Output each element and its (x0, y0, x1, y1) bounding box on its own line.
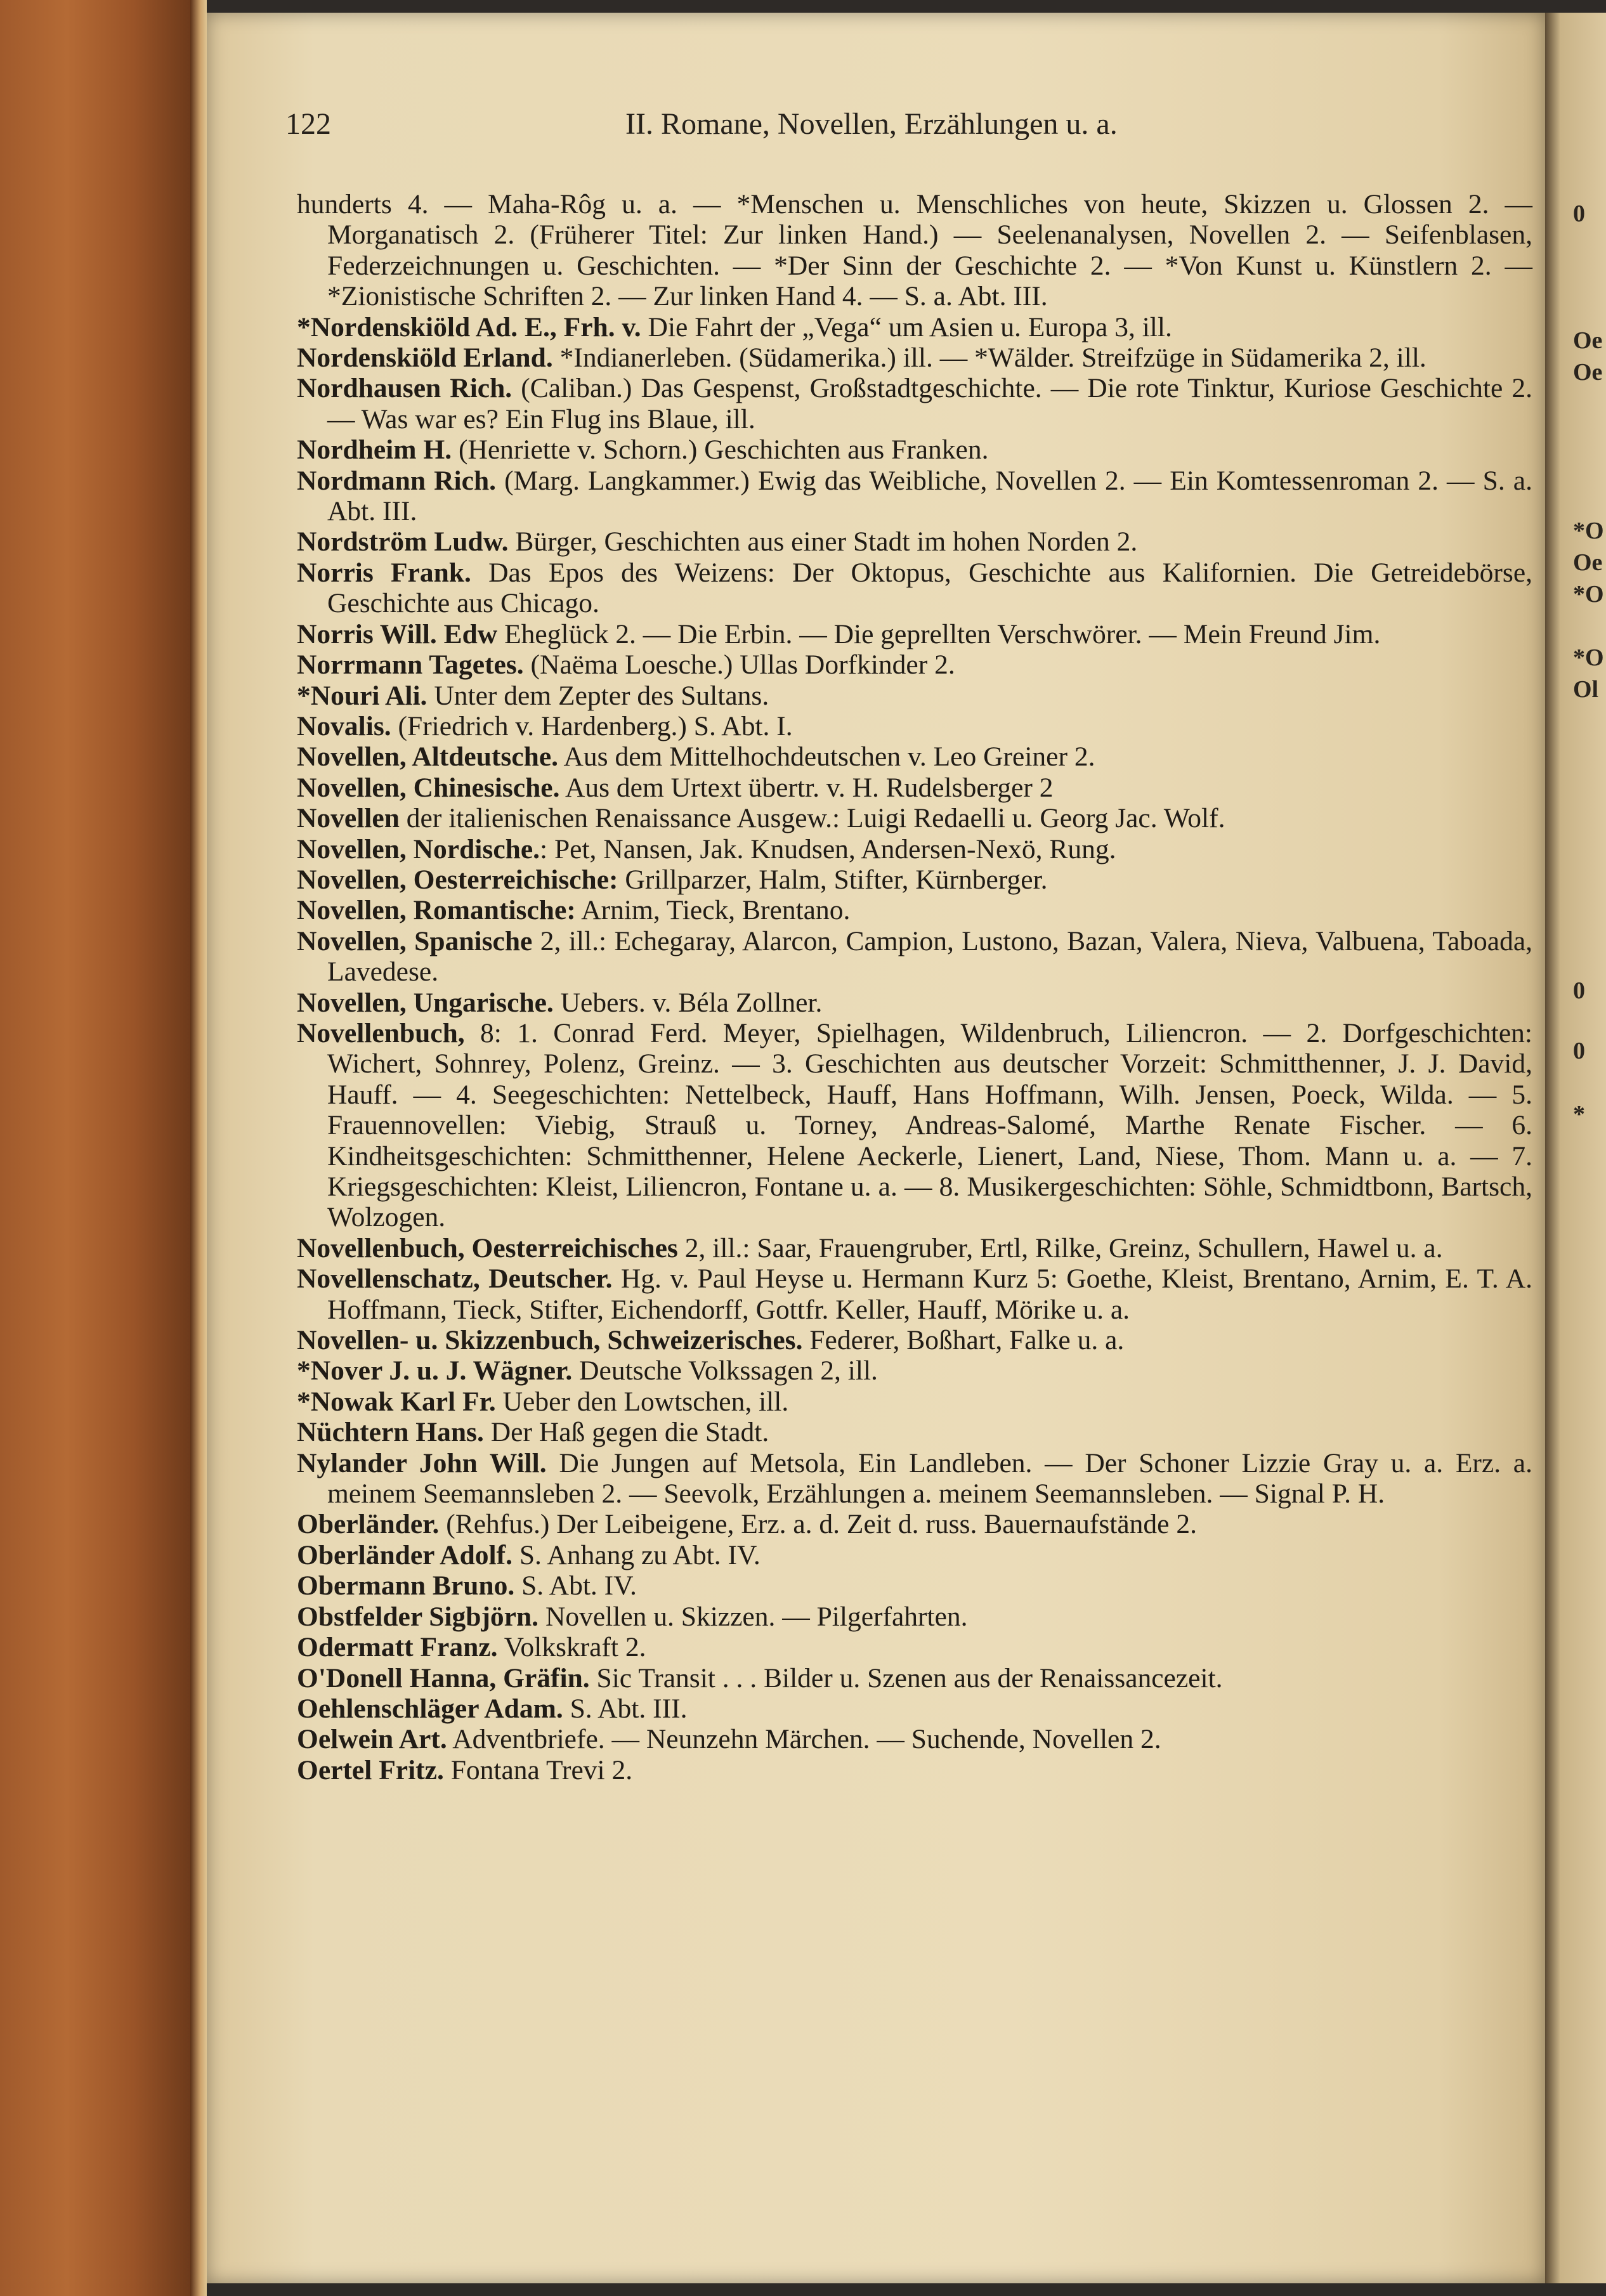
entry-head: Nordström Ludw. (297, 526, 509, 558)
entry-text: (Friedrich v. Hardenberg.) S. Abt. I. (391, 710, 793, 741)
entry-head: Oberländer. (297, 1509, 440, 1540)
entry (297, 1417, 1532, 1447)
running-title: II. Romane, Novellen, Erzählungen u. a. (625, 107, 1118, 141)
next-page-fragment: Oe (1573, 549, 1603, 576)
page-header (285, 107, 1313, 151)
next-page-fragment: 0 (1573, 977, 1585, 1004)
entry-head: *Nover J. u. J. Wägner. (297, 1355, 573, 1386)
entry (297, 741, 1532, 772)
entry-text: 2, ill.: Echegaray, Alarcon, Campion, Lustono, Bazan, Valera, Nieva, Valbuena, Taboada, Lavedese. (327, 925, 1533, 988)
entry-head: Nordmann Rich. (297, 465, 497, 496)
entry-text: Fontana Trevi 2. (443, 1754, 633, 1785)
entry (297, 558, 1532, 619)
entry-head: Norris Will. Edw (297, 618, 498, 649)
entry-text: : Pet, Nansen, Jak. Knudsen, Andersen-Nexö, Rung. (540, 833, 1116, 864)
next-page-fragment: 0 (1573, 1038, 1585, 1064)
entry-head: *Nowak Karl Fr. (297, 1386, 496, 1417)
entry (297, 1355, 1532, 1386)
entry (297, 681, 1532, 711)
entry (297, 1570, 1532, 1601)
entry-head: *Nordenskiöld Ad. E., Frh. v. (297, 311, 641, 342)
entry-head: Novellen, Spanische (297, 925, 533, 956)
entry-text: Unter dem Zepter des Sultans. (427, 680, 769, 711)
next-page-fragment: Oe (1573, 359, 1603, 386)
entry (297, 864, 1532, 895)
next-page-fragment: *O (1573, 644, 1604, 671)
entry-head: Novalis. (297, 710, 391, 741)
entry-text: (Rehfus.) Der Leibeigene, Erz. a. d. Zeit d. russ. Bauernaufstände 2. (439, 1509, 1197, 1540)
next-page-fragment: Ol (1573, 676, 1599, 703)
entry-text: Arnim, Tieck, Brentano. (575, 895, 851, 926)
entry (297, 526, 1532, 557)
entry-text: 2, ill.: Saar, Frauengruber, Ertl, Rilke, Greinz, Schullern, Hawel u. a. (677, 1232, 1443, 1263)
entry (297, 711, 1532, 741)
entry (297, 373, 1532, 434)
entry-head: Oehlenschläger Adam. (297, 1693, 563, 1724)
entry-head: Novellen, Romantische: (297, 895, 576, 926)
entry-head: Novellenschatz, Deutscher. (297, 1263, 613, 1295)
entry-text: Volkskraft 2. (497, 1632, 646, 1663)
entry-head: Novellen (297, 803, 400, 834)
entry-head: Novellen, Altdeutsche. (297, 741, 559, 773)
entry (297, 1386, 1532, 1417)
page-number: 122 (285, 107, 331, 141)
entry-text: Aus dem Mittelhochdeutschen v. Leo Greiner 2. (558, 741, 1095, 773)
entry-text: 8: 1. Conrad Ferd. Meyer, Spielhagen, Wildenbruch, Liliencron. — 2. Dorfgeschichten: Wichert, Sohnrey, Polenz, Greinz. — 3. Geschichten aus deutscher Vorzeit: Schmitthenner, J. J. David, Hauff. — 4. Seegeschichten: Nettelbeck, Hauff, Hans Hoffmann, Wilh. Jensen, Poeck, Wilda. — 5. Frauennovellen: Viebig, Strauß u. Torney, Andreas-Salomé, Marthe Renate Fischer. — 6. Kindheitsgeschichten: Schmitthenner, Helene Aeckerle, Lienert, Land, Niese, Thom. Mann u. a. — 7. Kriegsgeschichten: Kleist, Liliencron, Fontane u. a. — 8. Musikergeschichten: Söhle, Schmidtbonn, Bartsch, Wolzogen. (327, 1017, 1532, 1233)
entry (297, 895, 1532, 925)
entry-head: Nordhausen Rich. (297, 373, 512, 404)
entry-text: Hg. v. Paul Heyse u. Hermann Kurz 5: Goethe, Kleist, Brentano, Arnim, E. T. A. Hoffmann, Tieck, Stifter, Eichendorff, Gottfr. Keller, Hauff, Mörike u. a. (327, 1263, 1532, 1325)
entry (297, 312, 1532, 342)
entry (297, 1233, 1532, 1263)
entry-text: Eheglück 2. — Die Erbin. — Die geprellten Verschwörer. — Mein Freund Jim. (497, 618, 1381, 649)
entry-text: (Henriette v. Schorn.) Geschichten aus Franken. (452, 434, 989, 466)
entry-head: Oberländer Adolf. (297, 1539, 512, 1570)
entry-text: Die Fahrt der „Vega“ um Asien u. Europa 3, ill. (641, 311, 1172, 342)
entry (297, 1632, 1532, 1662)
entry (297, 926, 1532, 988)
entry (297, 342, 1532, 373)
entry-list (297, 189, 1532, 1785)
entry-head: Nüchtern Hans. (297, 1417, 484, 1448)
entry (297, 834, 1532, 864)
entry-text: (Naëma Loesche.) Ullas Dorfkinder 2. (523, 649, 955, 681)
entry-text: S. Abt. IV. (514, 1570, 637, 1601)
entry (297, 1018, 1532, 1233)
entry (297, 1448, 1532, 1510)
entry (297, 189, 1532, 312)
entry-text: Deutsche Volkssagen 2, ill. (572, 1355, 878, 1386)
entry-head: Norrmann Tagetes. (297, 649, 524, 681)
entry (297, 1724, 1532, 1754)
entry-head: Novellenbuch, Oesterreichisches (297, 1232, 678, 1263)
entry-head: Novellen, Nordische. (297, 833, 540, 864)
entry (297, 649, 1532, 680)
entry-head: Novellen- u. Skizzenbuch, Schweizerisches. (297, 1325, 803, 1356)
entry (297, 1263, 1532, 1325)
entry-text: Grillparzer, Halm, Stifter, Kürnberger. (618, 864, 1048, 895)
entry-text: S. Anhang zu Abt. IV. (512, 1539, 761, 1570)
entry-text: Federer, Boßhart, Falke u. a. (802, 1325, 1125, 1356)
entry-text: Ueber den Lowtschen, ill. (495, 1386, 789, 1417)
entry (297, 466, 1532, 527)
entry-head: Nylander John Will. (297, 1447, 547, 1478)
entry (297, 1540, 1532, 1570)
entry-head: Obermann Bruno. (297, 1570, 515, 1601)
entry-text: Das Epos des Weizens: Der Oktopus, Geschichte aus Kalifornien. Die Getreidebörse, Geschichte aus Chicago. (327, 557, 1533, 619)
entry-text: (Caliban.) Das Gespenst, Großstadtgeschichte. — Die rote Tinktur, Kuriose Geschichte 2. — Was war es? Ein Flug ins Blaue, ill. (327, 373, 1532, 434)
entry-head: Novellen, Chinesische. (297, 772, 560, 803)
entry-text: Novellen u. Skizzen. — Pilgerfahrten. (539, 1601, 968, 1632)
entry-head: Novellen, Ungarische. (297, 987, 554, 1018)
cover-edge (190, 0, 207, 2296)
entry-text: (Marg. Langkammer.) Ewig das Weibliche, Novellen 2. — Ein Komtessenroman 2. — S. a. Abt. III. (327, 465, 1532, 527)
book-cover (0, 0, 190, 2296)
entry (297, 988, 1532, 1018)
entry-text: Sic Transit . . . Bilder u. Szenen aus der Renaissancezeit. (589, 1662, 1223, 1693)
entry-text: hunderts 4. — Maha-Rôg u. a. — *Menschen u. Menschliches von heute, Skizzen u. Glossen 2. — Morganatisch 2. (Früherer Titel: Zur linken Hand.) — Seelenanalysen, Novellen 2. — Seifenblasen, Federzeichnungen u. Geschichten. — *Der Sinn der Geschichte 2. — *Von Kunst u. Künstlern 2. — *Zionistische Schriften 2. — Zur linken Hand 4. — S. a. Abt. III. (297, 189, 1532, 312)
entry-text: Der Haß gegen die Stadt. (483, 1417, 769, 1448)
entry (297, 1663, 1532, 1693)
entry (297, 434, 1532, 465)
next-page-fragment: *O (1573, 518, 1604, 544)
entry-head: Obstfelder Sigbjörn. (297, 1601, 539, 1632)
entry (297, 1693, 1532, 1724)
entry-head: Norris Frank. (297, 557, 471, 588)
entry-head: Oelwein Art. (297, 1724, 447, 1755)
entry-text: Bürger, Geschichten aus einer Stadt im hohen Norden 2. (508, 526, 1138, 558)
entry (297, 1601, 1532, 1632)
entry-text: der italienischen Renaissance Ausgew.: Luigi Redaelli u. Georg Jac. Wolf. (399, 803, 1225, 834)
entry-text: S. Abt. III. (563, 1693, 688, 1724)
entry-head: Novellenbuch, (297, 1017, 465, 1048)
entry-head: Odermatt Franz. (297, 1632, 498, 1663)
entry (297, 619, 1532, 649)
entry (297, 1755, 1532, 1785)
entry-head: *Nouri Ali. (297, 680, 428, 711)
entry (297, 1509, 1532, 1539)
entry-text: Adventbriefe. — Neunzehn Märchen. — Suchende, Novellen 2. (447, 1724, 1161, 1755)
entry (297, 773, 1532, 803)
entry-head: O'Donell Hanna, Gräfin. (297, 1662, 590, 1693)
entry-head: Novellen, Oesterreichische: (297, 864, 618, 895)
entry-text: *Indianerleben. (Südamerika.) ill. — *Wälder. Streifzüge in Südamerika 2, ill. (552, 342, 1426, 374)
entry-head: Nordenskiöld Erland. (297, 342, 553, 374)
next-page-edge (1545, 13, 1606, 2283)
entry-head: Nordheim H. (297, 434, 452, 466)
entry (297, 1325, 1532, 1355)
next-page-fragment: 0 (1573, 200, 1585, 227)
entry-text: Die Jungen auf Metsola, Ein Landleben. — Der Schoner Lizzie Gray u. a. Erz. a. meinem Seemannsleben 2. — Seevolk, Erzählungen a. meinem Seemannsleben. — Signal P. H. (327, 1447, 1532, 1510)
entry (297, 803, 1532, 833)
next-page-fragment: *O (1573, 581, 1604, 608)
next-page-fragment: Oe (1573, 327, 1603, 354)
entry-head: Oertel Fritz. (297, 1754, 444, 1785)
entry-text: Aus dem Urtext übertr. v. H. Rudelsberger 2 (559, 772, 1054, 803)
next-page-fragment: * (1573, 1101, 1585, 1128)
entry-text: Uebers. v. Béla Zollner. (553, 987, 823, 1018)
